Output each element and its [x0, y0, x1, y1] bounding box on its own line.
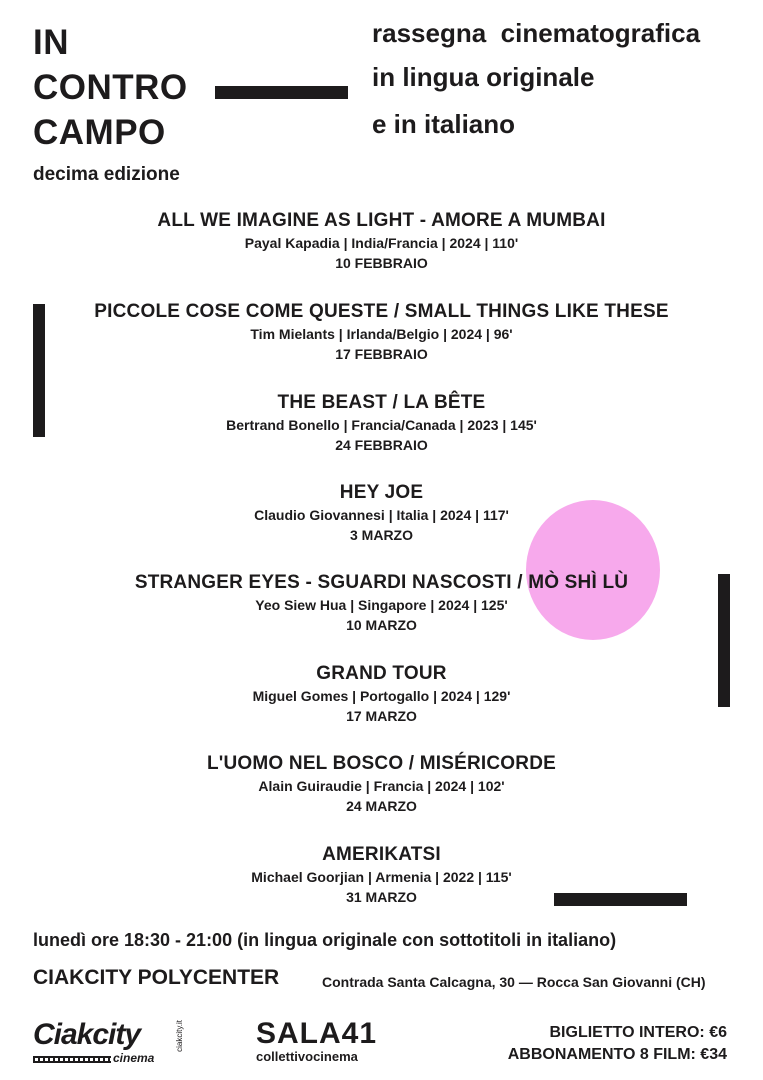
- film-item: [0, 480, 763, 545]
- film-title: AMERIKATSI: [322, 844, 441, 865]
- ciakcity-sub: cinema: [113, 1051, 155, 1065]
- film-date: 31 MARZO: [346, 889, 417, 905]
- film-date: 17 MARZO: [346, 708, 417, 724]
- sala41-sub: collettivocinema: [256, 1049, 358, 1064]
- edition-label: decima edizione: [33, 164, 180, 185]
- ciakcity-url: ciakcity.it: [175, 1020, 184, 1052]
- price-single-ticket: BIGLIETTO INTERO: €6: [549, 1024, 727, 1041]
- sala41-wordmark: SALA41: [256, 1017, 378, 1050]
- film-date: 24 FEBBRAIO: [335, 437, 428, 453]
- film-date: 10 MARZO: [346, 617, 417, 633]
- venue-address: Contrada Santa Calcagna, 30 — Rocca San Giovanni (CH): [322, 974, 706, 990]
- film-meta: Miguel Gomes | Portogallo | 2024 | 129': [252, 688, 511, 704]
- film-meta: Tim Mielants | Irlanda/Belgio | 2024 | 96': [250, 326, 513, 342]
- film-date: 17 FEBBRAIO: [335, 346, 428, 362]
- film-item: [0, 570, 763, 635]
- film-item: [0, 842, 763, 907]
- tagline-line-3: e in italiano: [372, 109, 516, 139]
- film-title: ALL WE IMAGINE AS LIGHT - AMORE A MUMBAI: [157, 210, 606, 231]
- price-subscription: ABBONAMENTO 8 FILM: €34: [507, 1046, 727, 1063]
- film-date: 10 FEBBRAIO: [335, 255, 428, 271]
- film-title: STRANGER EYES - SGUARDI NASCOSTI / MÒ SHÌ LÙ: [134, 572, 629, 593]
- film-item: [0, 299, 763, 364]
- title-line-3: CAMPO: [33, 113, 166, 152]
- film-item: [0, 661, 763, 726]
- film-title: THE BEAST / LA BÊTE: [277, 392, 486, 413]
- title-line-2: CONTRO: [33, 68, 188, 107]
- film-title: PICCOLE COSE COME QUESTE / SMALL THINGS LIKE THESE: [94, 301, 669, 322]
- horizontal-bar-top: [215, 86, 348, 99]
- tagline-line-1: rassegna cinematografica: [372, 18, 701, 48]
- film-meta: Yeo Siew Hua | Singapore | 2024 | 125': [255, 597, 508, 613]
- film-reel-icon: [33, 1056, 111, 1063]
- film-title: GRAND TOUR: [316, 663, 447, 684]
- ciakcity-wordmark: Ciakcity: [33, 1018, 141, 1051]
- film-item: [0, 751, 763, 816]
- film-title: HEY JOE: [339, 482, 424, 503]
- film-meta: Michael Goorjian | Armenia | 2022 | 115': [251, 869, 512, 885]
- film-date: 3 MARZO: [350, 527, 413, 543]
- film-item: [0, 208, 763, 273]
- title-line-1: IN: [33, 23, 69, 62]
- tagline-line-2: in lingua originale: [372, 62, 595, 92]
- venue-name: CIAKCITY POLYCENTER: [33, 966, 280, 989]
- film-meta: Claudio Giovannesi | Italia | 2024 | 117': [254, 507, 509, 523]
- schedule-text: lunedì ore 18:30 - 21:00 (in lingua originale con sottotitoli in italiano): [33, 930, 617, 950]
- film-meta: Payal Kapadia | India/Francia | 2024 | 110': [244, 235, 519, 251]
- film-title: L'UOMO NEL BOSCO / MISÉRICORDE: [206, 753, 557, 774]
- film-meta: Alain Guiraudie | Francia | 2024 | 102': [258, 778, 505, 794]
- film-item: [0, 390, 763, 455]
- ciakcity-logo: [33, 1018, 183, 1068]
- film-date: 24 MARZO: [346, 798, 417, 814]
- film-meta: Bertrand Bonello | Francia/Canada | 2023 | 145': [226, 417, 537, 433]
- sala41-logo: [256, 1018, 406, 1064]
